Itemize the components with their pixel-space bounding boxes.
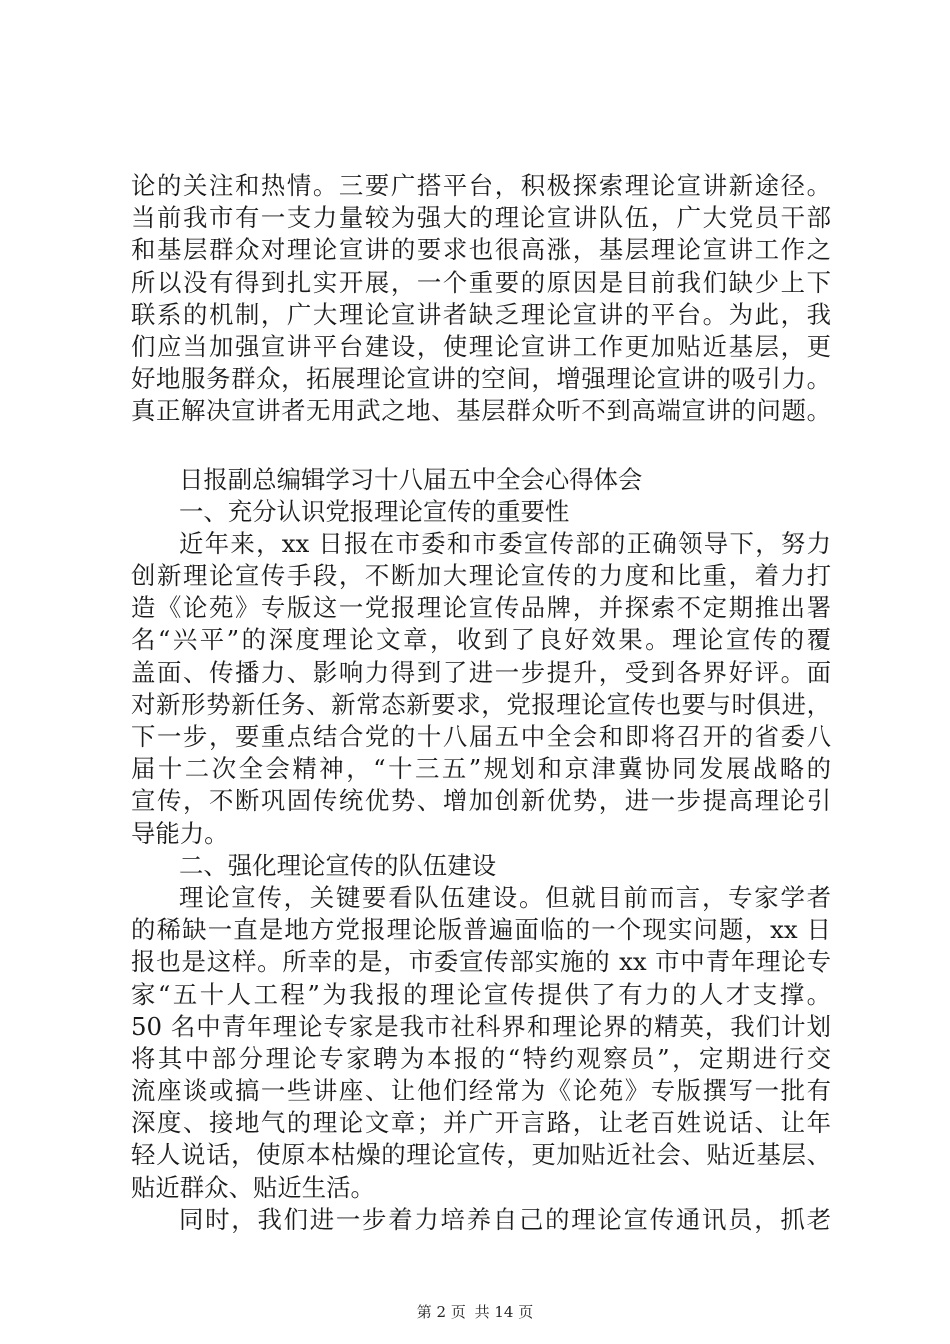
text-line: 深度、接地气的理论文章；并广开言路，让老百姓说话、让年 [131,1108,831,1138]
text-line: 真正解决宣讲者无用武之地、基层群众听不到高端宣讲的问题。 [131,396,831,426]
page-footer [0,1301,950,1322]
text-line: 贴近群众、贴近生活。 [131,1172,375,1202]
text-line: 盖面、传播力、影响力得到了进一步提升，受到各界好评。面 [131,657,831,687]
text-line: 下一步，要重点结合党的十八届五中全会和即将召开的省委八 [131,722,831,751]
text-line: 轻人说话，使原本枯燥的理论宣传，更加贴近社会、贴近基层、 [131,1140,831,1170]
text-line: 50 名中青年理论专家是我市社科界和理论界的精英，我们计划 [131,1011,831,1041]
text-line: 和基层群众对理论宣讲的要求也很高涨，基层理论宣讲工作之 [131,235,831,265]
text-line: 联系的机制，广大理论宣讲者缺乏理论宣讲的平台。为此，我 [131,299,831,329]
text-line: 对新形势新任务、新常态新要求，党报理论宣传也要与时俱进， [131,689,831,719]
paragraph-2 [131,528,831,850]
paragraph-3 [131,882,831,1204]
text-line: 的稀缺一直是地方党报理论版普遍面临的一个现实问题，xx 日 [131,915,831,945]
paragraph-1 [131,170,831,428]
article-title: 日报副总编辑学习十八届五中全会心得体会 [179,464,643,494]
text-line: 近年来，xx 日报在市委和市委宣传部的正确领导下，努力 [179,528,831,558]
text-line: 造《论苑》专版这一党报理论宣传品牌，并探索不定期推出署 [131,593,831,623]
text-line: 论的关注和热情。三要广搭平台，积极探索理论宣讲新途径。 [131,171,831,200]
text-line: 当前我市有一支力量较为强大的理论宣讲队伍，广大党员干部 [131,203,831,233]
document-body [131,170,831,1236]
text-line: 好地服务群众，拓展理论宣讲的空间，增强理论宣讲的吸引力。 [131,364,831,394]
text-line: 同时，我们进一步着力培养自己的理论宣传通讯员，抓老 [179,1204,831,1234]
paragraph-gap [131,428,831,464]
text-line: 宣传，不断巩固传统优势、增加创新优势，进一步提高理论引 [131,786,831,816]
paragraph-4 [131,1204,831,1236]
text-line: 名“兴平”的深度理论文章，收到了良好效果。理论宣传的覆 [131,625,831,655]
text-line: 将其中部分理论专家聘为本报的“特约观察员”，定期进行交 [131,1043,831,1073]
page-number: 第 2 页 [416,1303,466,1321]
text-line: 创新理论宣传手段，不断加大理论宣传的力度和比重，着力打 [131,561,831,591]
text-line: 流座谈或搞一些讲座、让他们经常为《论苑》专版撰写一批有 [131,1076,831,1106]
text-line: 所以没有得到扎实开展，一个重要的原因是目前我们缺少上下 [131,267,831,297]
section-heading-2: 二、强化理论宣传的队伍建设 [179,850,497,880]
text-line: 报也是这样。所幸的是，市委宣传部实施的 xx 市中青年理论专 [131,947,831,977]
text-line: 理论宣传，关键要看队伍建设。但就目前而言，专家学者 [179,882,831,912]
text-line: 家“五十人工程”为我报的理论宣传提供了有力的人才支撑。 [131,979,831,1009]
section-heading-1: 一、充分认识党报理论宣传的重要性 [179,496,570,526]
page-total: 共 14 页 [474,1303,534,1321]
text-line: 导能力。 [131,818,229,848]
text-line: 们应当加强宣讲平台建设，使理论宣讲工作更加贴近基层，更 [131,331,831,361]
text-line: 届十二次全会精神，“十三五”规划和京津冀协同发展战略的 [131,754,831,784]
